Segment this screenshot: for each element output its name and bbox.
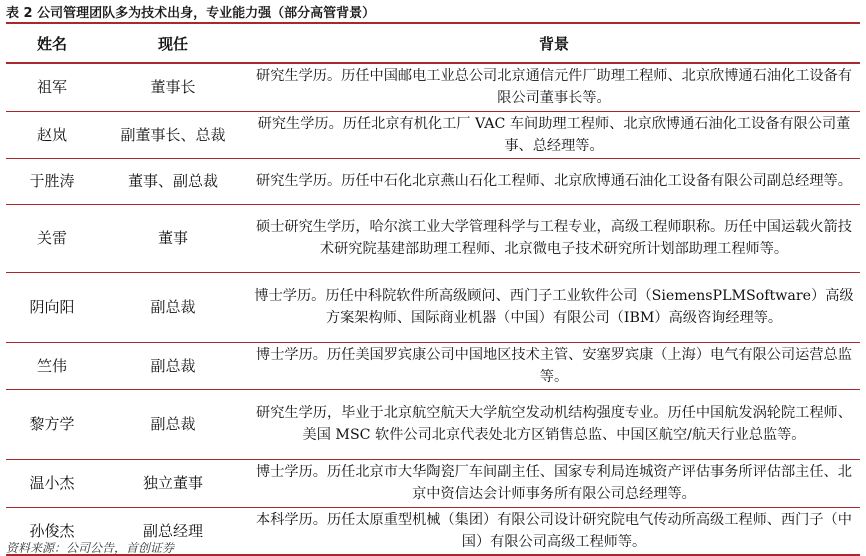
management-table [6,22,860,556]
cell-background: 本科学历。历任太原重型机械（集团）有限公司设计研究院电气传动所高级工程师、西门子（中国）有限公司高级工程师等。 [248,507,860,555]
source-note: 资料来源：公司公告，首创证券 [6,541,175,555]
cell-background: 研究生学历。历任中国邮电工业总公司北京通信元件厂助理工程师、北京欣博通石油化工设备有限公司董事长等。 [248,63,860,111]
table-row [6,342,860,389]
cell-position: 董事长 [98,63,248,111]
table-row [6,459,860,507]
cell-name: 竺伟 [6,342,98,389]
cell-background: 博士学历。历任中科院软件所高级顾问、西门子工业软件公司（SiemensPLMSoftware）高级方案架构师、国际商业机器（中国）有限公司（IBM）高级咨询经理等。 [248,272,860,342]
cell-position: 副总经理 [98,507,248,555]
cell-background: 硕士研究生学历，哈尔滨工业大学管理科学与工程专业，高级工程师职称。历任中国运载火箭技术研究院基建部助理工程师、北京微电子技术研究所计划部助理工程师等。 [248,204,860,272]
cell-position: 副董事长、总裁 [98,111,248,158]
cell-position: 副总裁 [98,272,248,342]
cell-background: 研究生学历。历任中石化北京燕山石化工程师、北京欣博通石油化工设备有限公司副总经理等。 [248,158,860,204]
table-header-row [6,23,860,63]
table-row [6,111,860,158]
header-background: 背景 [248,23,860,63]
cell-background: 博士学历。历任美国罗宾康公司中国地区技术主管、安塞罗宾康（上海）电气有限公司运营总监等。 [248,342,860,389]
cell-position: 副总裁 [98,342,248,389]
cell-name: 温小杰 [6,459,98,507]
cell-name: 孙俊杰 [6,507,98,555]
cell-position: 独立董事 [98,459,248,507]
table-row [6,389,860,459]
cell-position: 副总裁 [98,389,248,459]
table-caption: 表 2 公司管理团队多为技术出身，专业能力强（部分高管背景） [6,6,376,21]
cell-position: 董事 [98,204,248,272]
table-row [6,204,860,272]
header-position: 现任 [98,23,248,63]
cell-name: 黎方学 [6,389,98,459]
cell-background: 研究生学历，毕业于北京航空航天大学航空发动机结构强度专业。历任中国航发涡轮院工程师、美国 MSC 软件公司北京代表处北方区销售总监、中国区航空/航天行业总监等。 [248,389,860,459]
cell-background: 博士学历。历任北京市大华陶瓷厂车间副主任、国家专利局连城资产评估事务所评估部主任、北京中资信达会计师事务所有限公司总经理等。 [248,459,860,507]
cell-name: 祖军 [6,63,98,111]
cell-name: 关雷 [6,204,98,272]
cell-name: 赵岚 [6,111,98,158]
table-row [6,63,860,111]
header-name: 姓名 [6,23,98,63]
cell-name: 阴向阳 [6,272,98,342]
table-row [6,158,860,204]
cell-name: 于胜涛 [6,158,98,204]
cell-background: 研究生学历。历任北京有机化工厂 VAC 车间助理工程师、北京欣博通石油化工设备有限公司董事、总经理等。 [248,111,860,158]
table-row [6,272,860,342]
cell-position: 董事、副总裁 [98,158,248,204]
